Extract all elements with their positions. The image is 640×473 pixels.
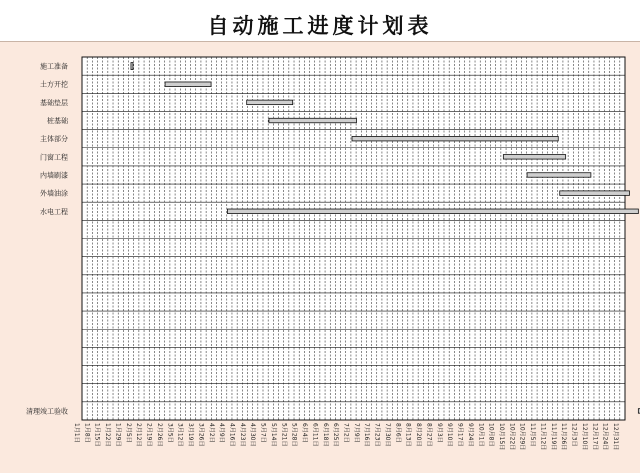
- date-tick-label: 6月4日: [301, 423, 309, 443]
- task-bar: [560, 191, 630, 196]
- date-tick-label: 11月19日: [549, 423, 557, 451]
- date-tick-label: 8月27日: [425, 423, 433, 447]
- date-tick-label: 11月12日: [539, 423, 547, 451]
- task-label: 主体部分: [40, 135, 68, 144]
- date-tick-label: 2月12日: [135, 423, 143, 447]
- date-tick-label: 3月19日: [187, 423, 195, 447]
- date-tick-label: 10月15日: [497, 423, 505, 451]
- date-tick-label: 12月10日: [580, 423, 588, 451]
- date-tick-label: 9月24日: [466, 423, 474, 447]
- date-tick-label: 9月3日: [435, 423, 443, 443]
- date-tick-label: 5月21日: [280, 423, 288, 447]
- date-tick-label: 1月22日: [104, 423, 112, 447]
- date-tick-label: 12月24日: [601, 423, 609, 451]
- date-tick-label: 2月5日: [124, 423, 132, 443]
- task-bar: [527, 173, 591, 178]
- task-label: 桩基础: [47, 117, 68, 126]
- task-label: 门窗工程: [40, 153, 68, 162]
- task-label: 施工准备: [40, 62, 68, 71]
- date-tick-label: 1月1日: [73, 423, 80, 443]
- date-tick-label: 7月16日: [363, 423, 371, 447]
- task-label: 土方开挖: [40, 80, 68, 89]
- task-bar: [165, 82, 211, 87]
- date-tick-label: 4月23日: [238, 423, 246, 447]
- date-tick-label: 4月16日: [228, 423, 236, 447]
- date-tick-label: 6月11日: [311, 423, 319, 447]
- date-tick-label: 3月12日: [176, 423, 184, 447]
- date-tick-label: 4月9日: [218, 423, 226, 443]
- date-tick-label: 12月3日: [570, 423, 578, 447]
- task-bar: [247, 100, 293, 105]
- date-tick-label: 12月31日: [612, 423, 619, 451]
- date-tick-label: 9月17日: [456, 423, 464, 447]
- date-tick-label: 3月5日: [166, 423, 174, 443]
- date-tick-label: 12月17日: [591, 423, 599, 451]
- task-bar: [131, 63, 133, 70]
- task-label: 外墙油涂: [40, 189, 68, 198]
- date-tick-label: 9月10日: [446, 423, 454, 447]
- task-bar: [352, 136, 558, 141]
- date-tick-label: 5月28日: [290, 423, 298, 447]
- task-bar: [503, 155, 565, 160]
- date-tick-label: 3月26日: [197, 423, 205, 447]
- task-label: 水电工程: [40, 207, 68, 216]
- date-tick-label: 4月2日: [207, 423, 215, 443]
- task-label: 基础垫层: [40, 98, 68, 107]
- date-tick-label: 2月26日: [155, 423, 163, 447]
- date-tick-label: 7月30日: [383, 423, 391, 447]
- date-tick-label: 11月26日: [560, 423, 568, 451]
- date-tick-label: 6月25日: [332, 423, 340, 447]
- date-tick-label: 8月13日: [404, 423, 412, 447]
- date-tick-label: 5月7日: [259, 423, 267, 443]
- date-tick-label: 7月9日: [352, 423, 360, 443]
- date-tick-label: 10月22日: [508, 423, 516, 451]
- task-bar: [269, 118, 357, 123]
- gantt-chart: [0, 42, 640, 473]
- task-label: 内墙刷漆: [40, 171, 68, 180]
- date-tick-label: 1月15日: [93, 423, 101, 447]
- date-tick-label: 10月8日: [487, 423, 495, 447]
- date-tick-label: 8月20日: [415, 423, 423, 447]
- task-label: 清理竣工验收: [26, 407, 68, 416]
- date-tick-label: 7月23日: [373, 423, 381, 447]
- date-tick-label: 4月30日: [249, 423, 257, 447]
- page-title: 自动施工进度计划表: [207, 13, 433, 38]
- date-tick-label: 1月8日: [83, 423, 91, 443]
- task-bar: [227, 209, 638, 214]
- date-tick-label: 10月1日: [477, 423, 485, 447]
- date-tick-label: 2月19日: [145, 423, 153, 447]
- date-tick-label: 11月5日: [529, 423, 537, 447]
- date-tick-label: 1月29日: [114, 423, 122, 447]
- date-tick-label: 6月18日: [321, 423, 329, 447]
- date-tick-label: 7月2日: [342, 423, 350, 443]
- date-tick-label: 5月14日: [269, 423, 277, 447]
- gantt-chart-panel: [0, 41, 640, 473]
- date-tick-label: 10月29日: [518, 423, 526, 451]
- date-tick-label: 8月6日: [394, 423, 402, 443]
